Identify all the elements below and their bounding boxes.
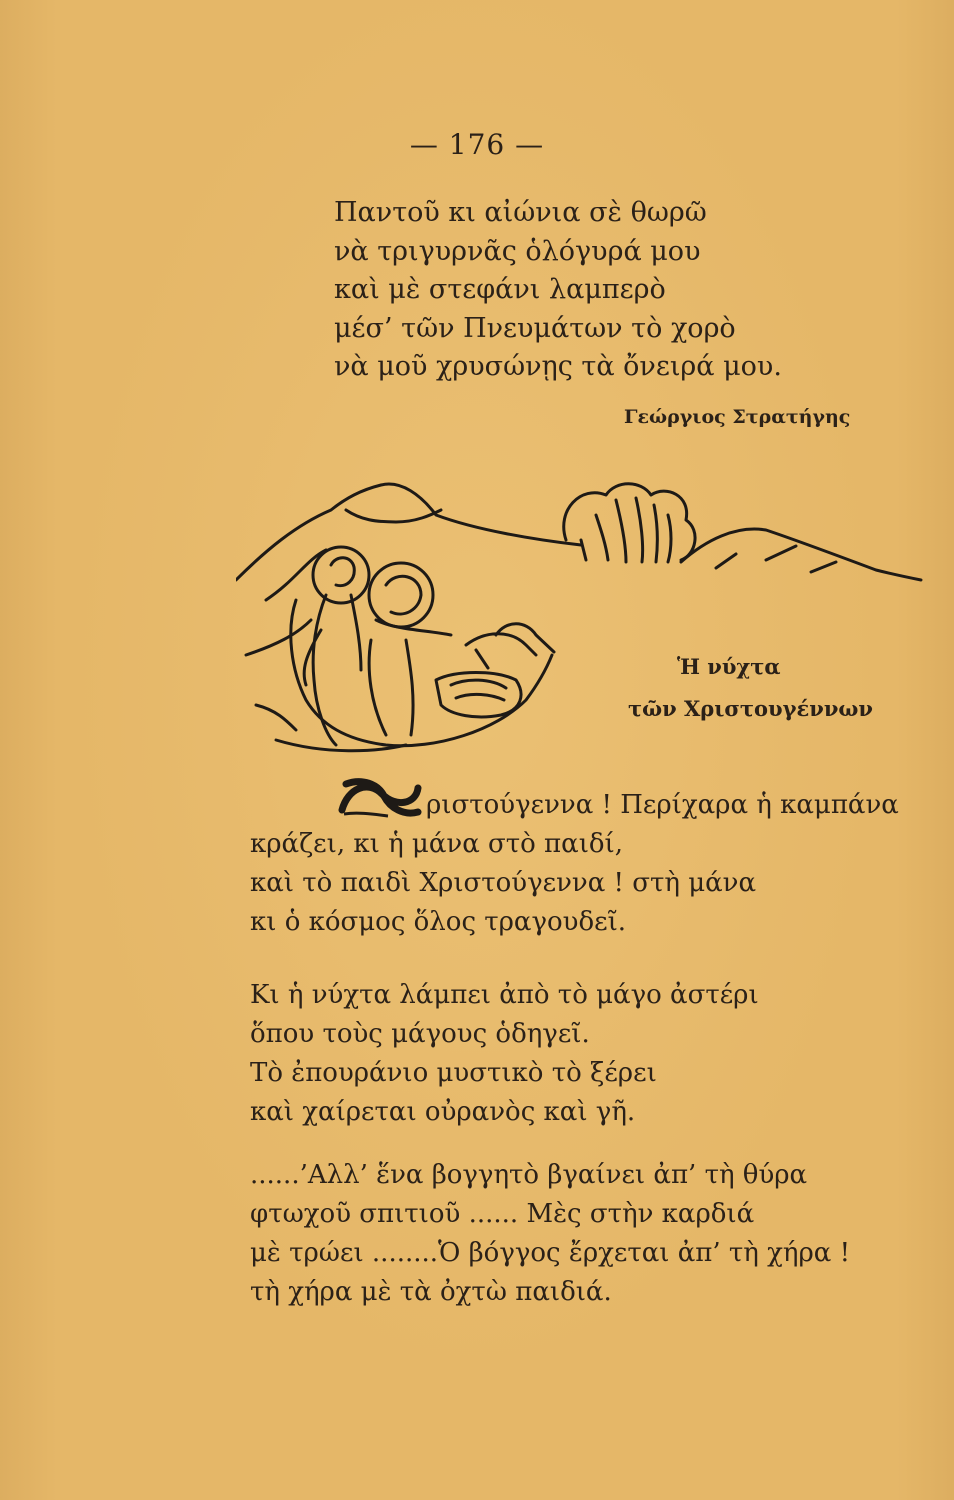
author-signature: Γεώργιος Στρατήγης: [624, 406, 851, 428]
infant: [451, 680, 506, 700]
poem-line: καὶ χαίρεται οὐρανὸς καὶ γῆ.: [250, 1097, 636, 1127]
mountain-ridge-inner: [346, 510, 441, 522]
poem-line: ......’Αλλ’ ἕνα βογγητὸ βγαίνει ἀπ’ τὴ θύρα: [250, 1160, 808, 1190]
page-number: — 176 —: [409, 128, 545, 161]
poem-line: Τὸ ἐπουράνιο μυστικὸ τὸ ξέρει: [250, 1058, 657, 1088]
poem-line: κράζει, κι ἡ μάνα στὸ παιδί,: [250, 829, 624, 859]
mountain-ridge-left: [236, 484, 581, 580]
poem-line: τὴ χήρα μὲ τὰ ὀχτὼ παιδιά.: [250, 1277, 612, 1307]
mountain-ridge-right: [681, 529, 921, 580]
poem-ending: [334, 194, 782, 387]
poem-line: ὅπου τοὺς μάγους ὁδηγεῖ.: [250, 1019, 590, 1049]
poem-line: καὶ τὸ παιδὶ Χριστούγεννα ! στὴ μάνα: [250, 868, 757, 898]
poem-line: Παντοῦ κι αἰώνια σὲ θωρῶ: [334, 197, 707, 228]
figure-mary: [369, 576, 451, 735]
poem-line: Κι ἡ νύχτα λάμπει ἀπὸ τὸ μάγο ἀστέρι: [250, 980, 759, 1010]
poem-line: νὰ μοῦ χρυσώνῃς τὰ ὄνειρά μου.: [334, 351, 782, 382]
poem-stanza-3: [250, 1156, 850, 1312]
poem-line: φτωχοῦ σπιτιοῦ ...... Μὲς στὴν καρδιά: [250, 1199, 755, 1229]
tree-cluster: [564, 484, 695, 562]
illustration-caption-line2: τῶν Χριστουγέννων: [628, 696, 873, 721]
poem-line: κι ὁ κόσμος ὅλος τραγουδεῖ.: [250, 907, 627, 937]
animal-heads: [466, 624, 554, 668]
illustration-caption-line1: Ἡ νύχτα: [677, 654, 781, 679]
poem-line: ριστούγεννα ! Περίχαρα ἡ καμπάνα: [426, 790, 899, 820]
cave-outline: [246, 600, 552, 746]
poem-line: καὶ μὲ στεφάνι λαμπερὸ: [334, 274, 666, 305]
poem-stanza-2: [250, 976, 759, 1132]
poem-stanza-1: [250, 786, 899, 942]
halo-joseph: [313, 547, 369, 603]
figure-joseph: [304, 558, 361, 745]
halo-mary: [369, 563, 433, 627]
poem-line: νὰ τριγυρνᾶς ὁλόγυρά μου: [334, 235, 701, 267]
mountain-ridge-line: [266, 550, 326, 600]
poem-line: μὲ τρώει ........Ὁ βόγγος ἔρχεται ἀπ’ τὴ χήρα !: [250, 1238, 851, 1268]
poem-line: μέσ’ τῶν Πνευμάτων τὸ χορὸ: [334, 312, 736, 344]
